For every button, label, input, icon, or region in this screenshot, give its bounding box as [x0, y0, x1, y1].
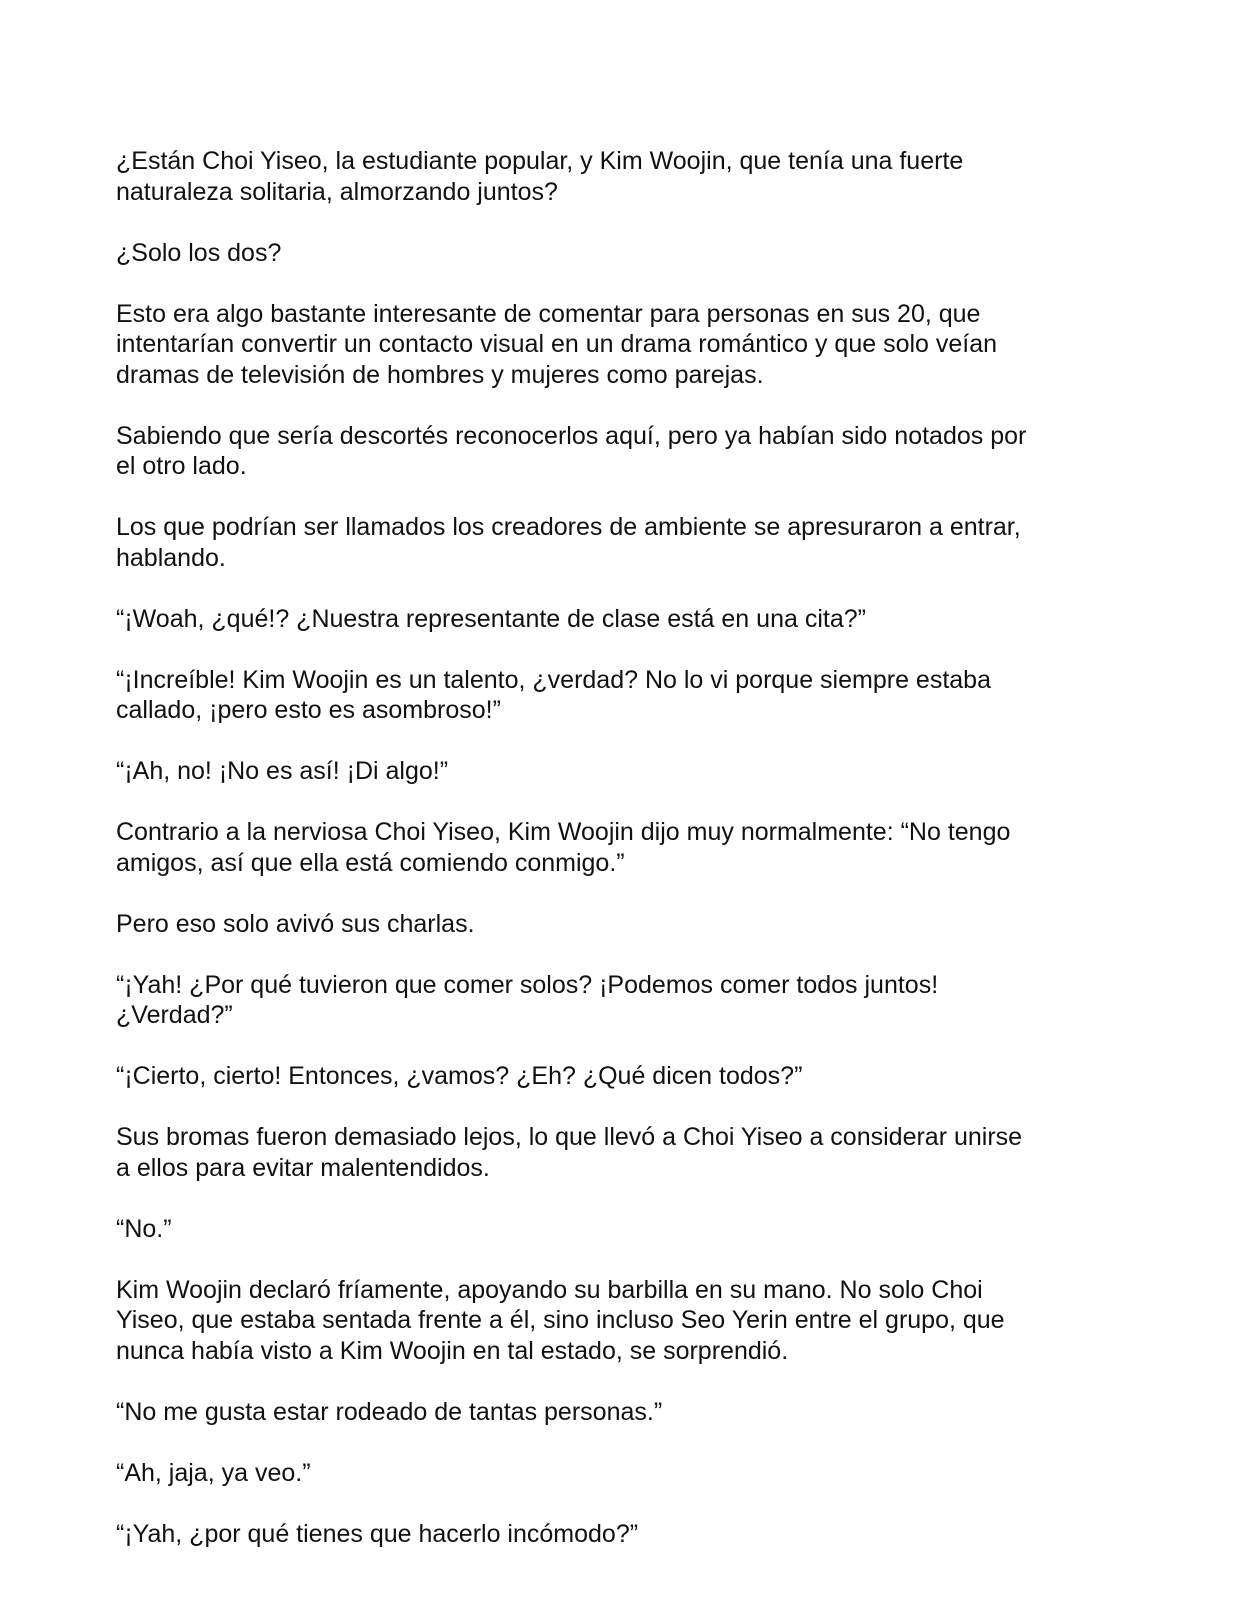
paragraph: Sabiendo que sería descortés reconocerlos aquí, pero ya habían sido notados por el otro lado.: [116, 421, 1027, 480]
paragraph: “¡Yah! ¿Por qué tuvieron que comer solos? ¡Podemos comer todos juntos! ¿Verdad?”: [116, 970, 939, 1029]
paragraph: “Ah, jaja, ya veo.”: [116, 1458, 311, 1487]
paragraph: Sus bromas fueron demasiado lejos, lo que llevó a Choi Yiseo a considerar unirse a ellos para evitar malentendidos.: [116, 1123, 1023, 1182]
paragraph: “¡Cierto, cierto! Entonces, ¿vamos? ¿Eh? ¿Qué dicen todos?”: [116, 1062, 803, 1090]
paragraph: Esto era algo bastante interesante de comentar para personas en sus 20, que intentarían convertir un contacto visual en un drama romántico y que solo veían dramas de televisión de hombres y mujeres como parejas.: [116, 299, 998, 389]
paragraph: ¿Solo los dos?: [116, 238, 282, 267]
paragraph: Los que podrían ser llamados los creadores de ambiente se apresuraron a entrar, hablando.: [116, 513, 1021, 572]
paragraph: “¡Yah, ¿por qué tienes que hacerlo incómodo?”: [116, 1519, 639, 1548]
paragraph: Contrario a la nerviosa Choi Yiseo, Kim Woojin dijo muy normalmente: “No tengo amigos, así que ella está comiendo conmigo.”: [116, 818, 1011, 877]
paragraph: “¡Woah, ¿qué!? ¿Nuestra representante de clase está en una cita?”: [116, 604, 866, 633]
paragraph: “¡Increíble! Kim Woojin es un talento, ¿verdad? No lo vi porque siempre estaba callado, ¡pero esto es asombroso!”: [116, 665, 991, 724]
paragraph: “No me gusta estar rodeado de tantas personas.”: [116, 1397, 663, 1426]
paragraph: ¿Están Choi Yiseo, la estudiante popular, y Kim Woojin, que tenía una fuerte naturaleza solitaria, almorzando juntos?: [116, 147, 964, 206]
paragraph: Pero eso solo avivó sus charlas.: [116, 909, 475, 938]
paragraph: Kim Woojin declaró fríamente, apoyando su barbilla en su mano. No solo Choi Yiseo, que estaba sentada frente a él, sino incluso Seo Yerin entre el grupo, que nunca había visto a Kim Woojin en tal estado, se sorprendió.: [116, 1275, 1005, 1365]
paragraph: “¡Ah, no! ¡No es así! ¡Di algo!”: [116, 757, 449, 785]
paragraph: “No.”: [116, 1214, 172, 1243]
document-body: [116, 146, 1116, 1580]
